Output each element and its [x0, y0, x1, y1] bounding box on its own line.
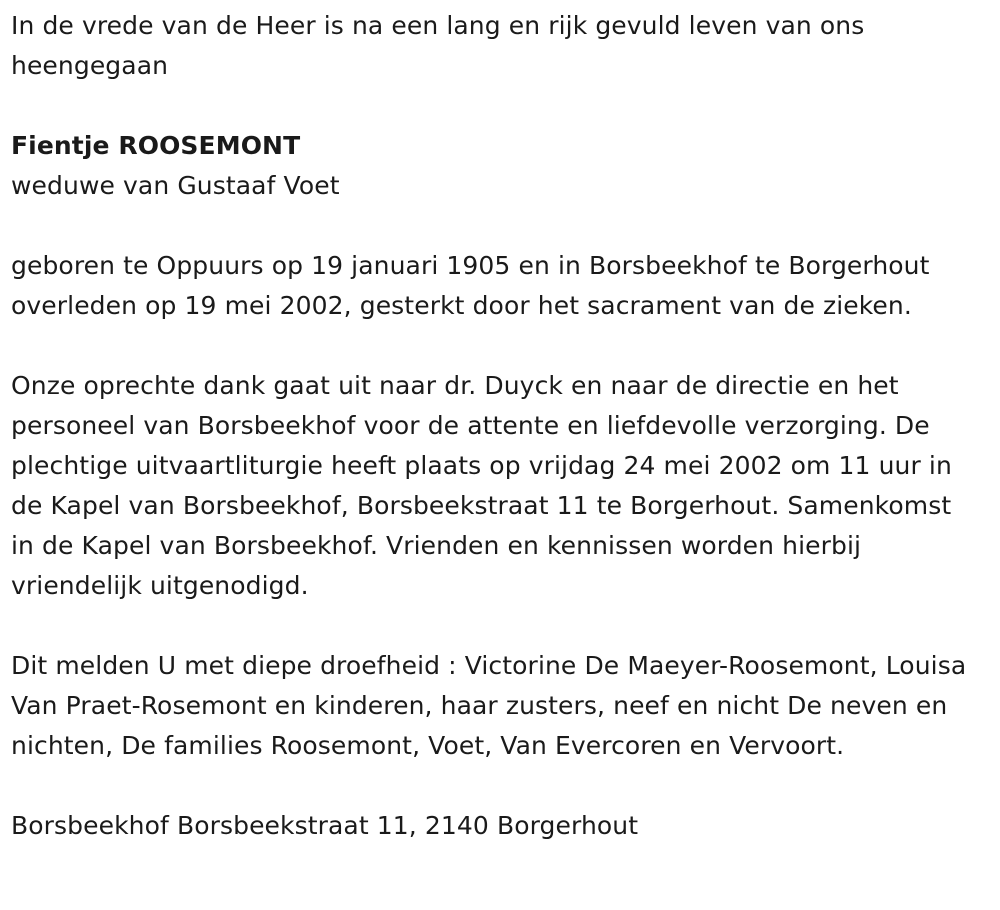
address-text: Borsbeekhof Borsbeekstraat 11, 2140 Borgerhout — [11, 811, 639, 840]
relation-text: weduwe van Gustaaf Voet — [11, 171, 340, 200]
spacer — [11, 606, 980, 646]
deceased-name: Fientje ROOSEMONT — [11, 131, 301, 160]
spacer — [11, 766, 980, 806]
mourners-text: Dit melden U met diepe droefheid : Victorine De Maeyer-Roosemont, Louisa Van Praet-Rosemont en kinderen, haar zusters, neef en nicht De neven en nichten, De families Roosemont, Voet, Van Evercoren en Vervoort. — [11, 651, 967, 760]
intro-text: In de vrede van de Heer is na een lang en rijk gevuld leven van ons heengegaan — [11, 11, 865, 80]
thanks-funeral-text: Onze oprechte dank gaat uit naar dr. Duyck en naar de directie en het personeel van Borsbeekhof voor de attente en liefdevolle verzorging. De plechtige uitvaartliturgie heeft plaats op vrijdag 24 mei 2002 om 11 uur in de Kapel van Borsbeekhof, Borsbeekstraat 11 te Borgerhout. Samenkomst in de Kapel van Borsbeekhof. Vrienden en kennissen worden hierbij vriendelijk uitgenodigd. — [11, 371, 952, 600]
birth-death-text: geboren te Oppuurs op 19 januari 1905 en in Borsbeekhof te Borgerhout overleden op 19 mei 2002, gesterkt door het sacrament van de zieken. — [11, 251, 930, 320]
spacer — [11, 206, 980, 246]
spacer — [11, 326, 980, 366]
spacer — [11, 86, 980, 126]
